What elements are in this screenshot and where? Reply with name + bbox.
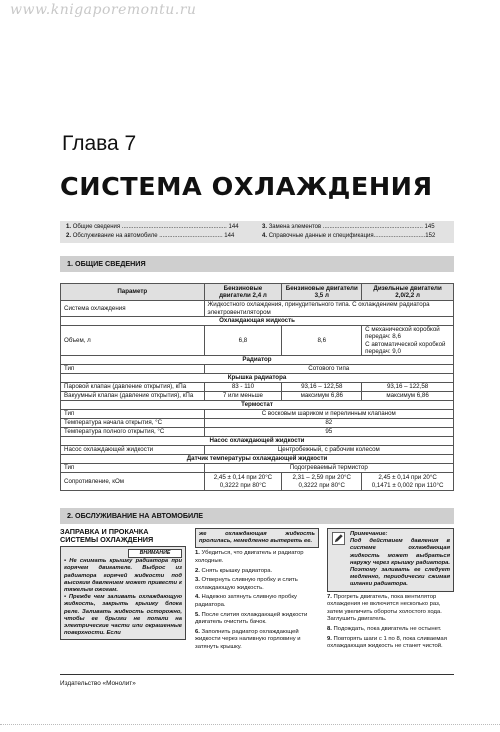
subheader-row [61, 437, 454, 446]
toc-item[interactable] [66, 233, 234, 239]
subheader-cell: Насос охлаждающей жидкости [61, 437, 454, 446]
subheader-cell: Крышка радиатора [61, 374, 454, 383]
section-heading-general: 1. ОБЩИЕ СВЕДЕНИЯ [60, 256, 454, 272]
subheader-row [61, 401, 454, 410]
table-of-contents [60, 221, 454, 243]
step-item [195, 577, 319, 592]
warning-text: • Не снимать крышку радиатора при горячем двигателе. Выброс из радиатора горячей жидкости под высоким давлением может привести к тяжелым ожогам. [64, 558, 182, 594]
table-row [61, 464, 454, 473]
subheader-row [61, 374, 454, 383]
step-text: Прогреть двигатель, пока вентилятор охлаждения не включится несколько раз, затем увеличить обороты холостого хода. Заглушить двигатель. [327, 593, 442, 623]
footer-divider [60, 674, 454, 675]
value-cell: максимум 6,86 [282, 392, 362, 401]
publisher-footer: Издательство «Монолит» [60, 680, 136, 687]
step-item [195, 629, 319, 652]
step-number: 7. [327, 593, 332, 600]
param-cell: Температура начала открытия, °С [61, 419, 205, 428]
step-text: Отвернуть сливную пробку и слить охлаждающую жидкость. [195, 577, 298, 591]
chapter-heading: Глава 7 [62, 132, 137, 155]
param-cell: Вакуумный клапан (давление открытия), кПа [61, 392, 205, 401]
value-cell: 8,6 [282, 326, 362, 356]
step-item [195, 568, 319, 576]
value-cell: 2,45 ± 0,14 при 20°С 0,1471 ± 0,002 при 110°С [362, 473, 454, 491]
table-row [61, 392, 454, 401]
warning-continuation: же охлаждающая жидкость пролилась, немедленно вытереть ее. [195, 528, 319, 548]
param-cell: Тип [61, 410, 205, 419]
subheader-row [61, 317, 454, 326]
value-cell: 93,16 – 122,58 [362, 383, 454, 392]
subheader-cell: Охлаждающая жидкость [61, 317, 454, 326]
table-row [61, 446, 454, 455]
col-header: Бензиновые двигатели 3,5 л [282, 284, 362, 301]
value-cell: максимум 6,86 [362, 392, 454, 401]
step-number: 9. [327, 635, 332, 642]
subheader-row [61, 455, 454, 464]
param-cell: Сопротивление, кОм [61, 473, 205, 491]
step-number: 4. [195, 594, 200, 601]
page-edge [0, 724, 500, 732]
value-cell: 7 или меньше [204, 392, 282, 401]
step-text: Убедиться, что двигатель и радиатор холодные. [195, 550, 304, 564]
subheader-row [61, 356, 454, 365]
param-cell: Температура полного открытия, °С [61, 428, 205, 437]
note-text: Под действием давления в системе охлаждающая жидкость может выбраться наружу через крышку радиатора. Поэтому заливать ее следует медленно, периодически сжимая шланги радиатора. [350, 538, 450, 588]
subheader-cell: Датчик температуры охлаждающей жидкости [61, 455, 454, 464]
watermark: www.knigaporemontu.ru [10, 2, 197, 18]
value-cell: 95 [204, 428, 453, 437]
step-item [195, 594, 319, 609]
warning-label: ВНИМАНИЕ [128, 549, 182, 558]
param-cell: Объем, л [61, 326, 205, 356]
subheader-cell: Радиатор [61, 356, 454, 365]
value-cell: Жидкостного охлаждения, принудительного типа. С охлаждением радиатора электровентилятором [204, 301, 453, 317]
table-row [61, 326, 454, 356]
toc-number: 2. [66, 233, 72, 239]
step-number: 3. [195, 577, 200, 584]
param-cell: Тип [61, 464, 205, 473]
param-cell: Насос охлаждающей жидкости [61, 446, 205, 455]
warning-text: • Прежде чем заливать охлаждающую жидкость, закрыть крышку блока реле. Заливать жидкость осторожно, чтобы ее брызги не попали на электрические части или окрашенные поверхности. Если [64, 594, 182, 637]
table-row [61, 365, 454, 374]
table-row [61, 473, 454, 491]
page-title: СИСТЕМА ОХЛАЖДЕНИЯ [60, 172, 433, 201]
value-cell: 83 - 110 [204, 383, 282, 392]
step-text: После слития охлаждающей жидкости двигатель очистить бачок. [195, 611, 308, 626]
param-cell: Система охлаждения [61, 301, 205, 317]
step-item [327, 626, 454, 634]
subheader-cell: Термостат [61, 401, 454, 410]
value-cell: С восковым шариком и перелинным клапаном [204, 410, 453, 419]
toc-label: Обслуживание на автомобиле ...................................... 144 [72, 233, 235, 239]
note-heading: Примечание: [350, 531, 388, 537]
step-number: 6. [195, 628, 200, 635]
table-header-row [61, 284, 454, 301]
table-row [61, 419, 454, 428]
subsection-title: ЗАПРАВКА И ПРОКАЧКА СИСТЕМЫ ОХЛАЖДЕНИЯ [60, 527, 154, 544]
step-number: 5. [195, 611, 200, 618]
toc-number: 4. [262, 233, 268, 239]
table-row [61, 383, 454, 392]
table-row [61, 410, 454, 419]
value-cell: 6,8 [204, 326, 282, 356]
step-text: Повторять шаги с 1 по 8, пока сливаемая охлаждающая жидкость не станет чистой. [327, 635, 447, 650]
toc-item[interactable] [262, 224, 435, 230]
step-text: Подождать, пока двигатель не остынет. [331, 626, 442, 632]
step-text: Снять крышку радиатора. [199, 567, 273, 574]
column-left [60, 528, 186, 640]
section-heading-maintenance: 2. ОБСЛУЖИВАНИЕ НА АВТОМОБИЛЕ [60, 508, 454, 524]
toc-number: 1. [66, 224, 72, 230]
value-cell: Центробежный, с рабочим колесом [204, 446, 453, 455]
step-number: 1. [195, 550, 200, 557]
steps-list [327, 594, 454, 651]
toc-number: 3. [262, 224, 268, 230]
pencil-note-icon [332, 532, 345, 545]
param-cell: Паровой клапан (давление открытия), кПа [61, 383, 205, 392]
value-cell: 82 [204, 419, 453, 428]
note-box [327, 528, 454, 592]
value-cell: Подогреваемый термистор [204, 464, 453, 473]
step-number: 2. [195, 567, 200, 574]
col-header: Дизельные двигатели 2,0/2,2 л [362, 284, 454, 301]
table-row [61, 301, 454, 317]
step-text: Заполнить радиатор охлаждающей жидкости через наливную горловину и затянуть крышку. [195, 628, 301, 650]
value-cell: 2,31 – 2,59 при 20°С 0,3222 при 80°С [282, 473, 362, 491]
value-cell: С механической коробкой передач: 8,6 С автоматической коробкой передач: 9,0 [362, 326, 454, 356]
col-header: Параметр [61, 284, 205, 301]
value-cell: 2,45 ± 0,14 при 20°С 0,3222 при 80°С [204, 473, 282, 491]
step-item [195, 550, 319, 565]
step-item [327, 594, 454, 624]
step-item [327, 636, 454, 651]
table-row [61, 428, 454, 437]
toc-item[interactable] [262, 233, 435, 239]
toc-label: Замена элементов ............................................................ 145 [268, 224, 435, 230]
steps-list [195, 550, 319, 651]
value-cell: 93,16 – 122,58 [282, 383, 362, 392]
toc-item[interactable] [66, 224, 239, 230]
toc-label: Справочные данные и спецификация...............................152 [268, 233, 436, 239]
step-item [195, 612, 319, 627]
spec-table [60, 283, 454, 491]
column-right [327, 528, 454, 651]
value-cell: Сотового типа [204, 365, 453, 374]
toc-label: Общие сведения ............................................................... 144 [72, 224, 239, 230]
step-text: Надежно затянуть сливную пробку радиатора. [195, 594, 297, 608]
column-middle [195, 528, 319, 652]
warning-box [60, 546, 186, 640]
col-header: Бензиновые двигатели 2,4 л [204, 284, 282, 301]
step-number: 8. [327, 626, 332, 632]
param-cell: Тип [61, 365, 205, 374]
